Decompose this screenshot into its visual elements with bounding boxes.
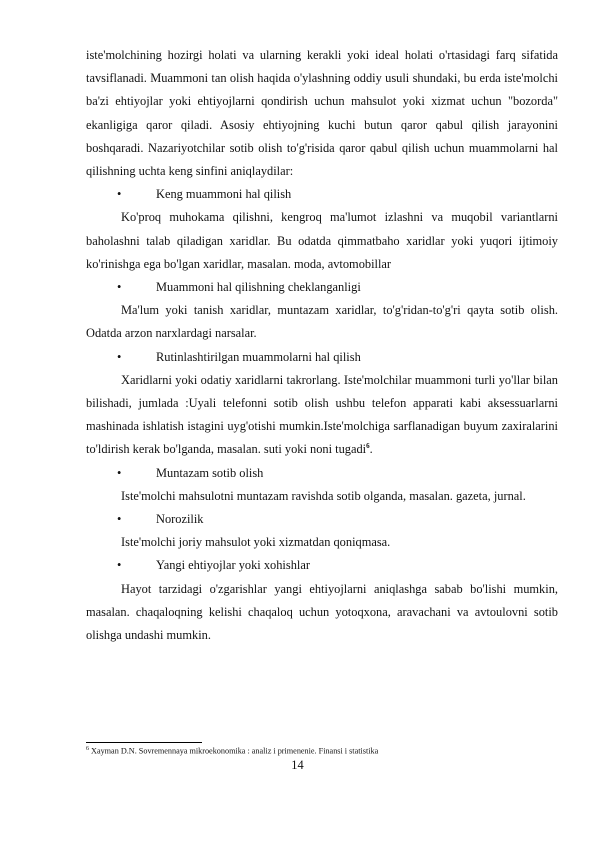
footnote xyxy=(86,744,558,757)
paragraph-text: Xaridlarni yoki odatiy xaridlarni takrorlang. Iste'molchilar muammoni turli yo'llar bilan bilishadi, jumlada :Uyali telefonni sotib olish ushbu telefon apparati kabi aksessuarlarni mashinada ishlatish istagini uyg'otishi mumkin.Iste'molchiga sarflanadigan buyum zaxiralarini to'ldirish kerak bo'lganda, masalan. suti yoki noni tugadi xyxy=(86,372,558,457)
footnote-separator xyxy=(86,742,202,743)
bullet-item xyxy=(86,346,558,369)
bullet-icon: • xyxy=(117,512,122,527)
bullet-text: Keng muammoni hal qilish xyxy=(156,187,292,202)
footnote-reference[interactable]: 6 xyxy=(366,442,370,451)
bullet-text: Muammoni hal qilishning cheklanganligi xyxy=(156,280,361,295)
bullet-icon: • xyxy=(117,280,122,295)
bullet-icon: • xyxy=(117,465,122,480)
footnote-number: 6 xyxy=(86,746,89,752)
bullet-text: Yangi ehtiyojlar yoki xohishlar xyxy=(156,558,310,573)
bullet-icon: • xyxy=(117,187,122,202)
bullet-item xyxy=(86,508,558,531)
paragraph-end: . xyxy=(369,442,373,457)
paragraph: iste'molchining hozirgi holati va ularning kerakli yoki ideal holati o'rtasidagi farq sifatida tavsiflanadi. Muammoni tan olish haqida o'ylashning oddiy usuli shundaki, bu erda iste'molchi ba'zi ehtiyojlar yoki ehtiyojlarni qondirish uchun mahsulot yoki xizmat uchun "bozorda" ekanligiga qaror qiladi. Asosiy ehtiyojning kuchi butun qaror qabul qilish jarayonini boshqaradi. Nazariyotchilar sotib olish to'g'risida qaror qabul qilish uchun muammolarni hal qilishning uchta keng sinfini aniqlaydilar: xyxy=(86,48,558,179)
bullet-icon: • xyxy=(117,349,122,364)
paragraph: Ma'lum yoki tanish xaridlar, muntazam xaridlar, to'g'ridan-to'g'ri qayta sotib olish. Odatda arzon narxlardagi narsalar. xyxy=(86,303,558,341)
page-number: 14 xyxy=(291,758,304,772)
bullet-item xyxy=(86,183,558,206)
bullet-icon: • xyxy=(117,558,122,573)
bullet-item xyxy=(86,276,558,299)
body-text xyxy=(86,44,558,647)
bullet-text: Norozilik xyxy=(156,512,204,527)
paragraph: Iste'molchi mahsulotni muntazam ravishda sotib olganda, masalan. gazeta, jurnal. xyxy=(121,488,526,503)
paragraph xyxy=(86,369,558,462)
paragraph: Ko'proq muhokama qilishni, kengroq ma'lumot izlashni va muqobil variantlarni baholashni talab qiladigan xaridlar. Bu odatda qimmatbaho xaridlar yoki yuqori ijtimoiy ko'rinishga ega bo'lgan xaridlar, masalan. moda, avtomobillar xyxy=(86,210,558,271)
footnote-text: Xayman D.N. Sovremennaya mikroekonomika : analiz i primenenie. Finansi i statistika xyxy=(89,746,379,756)
bullet-item xyxy=(86,462,558,485)
paragraph: Iste'molchi joriy mahsulot yoki xizmatdan qoniqmasa. xyxy=(121,535,391,550)
paragraph: Hayot tarzidagi o'zgarishlar yangi ehtiyojlarni aniqlashga sabab bo'lishi mumkin, masalan. chaqaloqning kelishi chaqaloq uchun yotoqxona, aravachani va avtoulovni sotib olishga undashi mumkin. xyxy=(86,581,558,643)
bullet-item xyxy=(86,554,558,577)
bullet-text: Rutinlashtirilgan muammolarni hal qilish xyxy=(156,349,361,364)
bullet-text: Muntazam sotib olish xyxy=(156,465,264,480)
